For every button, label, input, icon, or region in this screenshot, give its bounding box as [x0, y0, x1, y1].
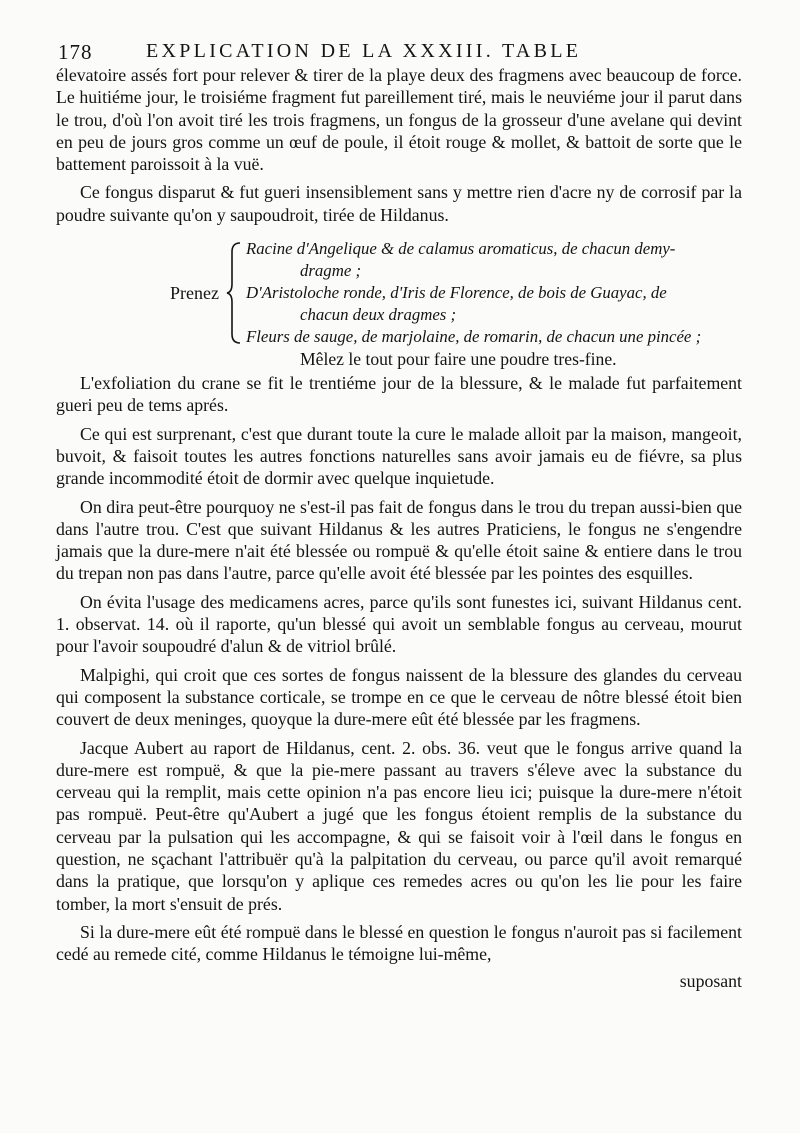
paragraph: Jacque Aubert au raport de Hildanus, cent. 2. obs. 36. veut que le fongus arrive quand la dure-mere est rompuë, & que la pie-mere passant au travers s'éleve avec la substance du cerveau qui la remplit, mais cette opinion n'a pas encore lieu ici; puisque la dure-mere n'étoit pas rompuë. Peut-être qu'Aubert a jugé que les fongus étoient remplis de la substance du cerveau par la pulsation qui les accompagne, & qui se faisoit voir à l'œil dans le fongus en question, ne sçachant l'attribuër qu'à la palpitation du cerveau, ou parce qu'il avoit remarqué dans la pratique, que lorsqu'on y aplique ces remedes acres ou qu'on les lie pour les faire tomber, la mort s'ensuit de prés. — [56, 737, 742, 914]
curly-brace-icon — [226, 242, 242, 344]
paragraph: On évita l'usage des medicamens acres, parce qu'ils sont funestes ici, suivant Hildanus cent. 1. observat. 14. où il raporte, qu'un blessé qui avoit un semblable fongus au cerveau, mourut pour l'avoir soupoudré d'alun & de vitriol brûlé. — [56, 591, 742, 657]
paragraph: Ce fongus disparut & fut gueri insensiblement sans y mettre rien d'acre ny de corrosif par la poudre suivante qu'on y saupoudroit, tirée de Hildanus. — [56, 182, 742, 225]
catchword: suposant — [679, 970, 742, 991]
recipe-line: D'Aristoloche ronde, d'Iris de Florence, de bois de Guayac, de — [246, 283, 667, 303]
page-body — [56, 64, 742, 992]
paragraph: Si la dure-mere eût été rompuë dans le blessé en question le fongus n'auroit pas si facilement cedé au remede cité, comme Hildanus le témoigne lui-même, — [56, 921, 742, 965]
recipe-instruction: Mêlez le tout pour faire une poudre tres-fine. — [300, 349, 617, 370]
recipe-line: Racine d'Angelique & de calamus aromaticus, de chacun demy- — [246, 239, 676, 259]
paragraph: On dira peut-être pourquoy ne s'est-il pas fait de fongus dans le trou du trepan aussi-bien que dans l'autre trou. C'est que suivant Hildanus & les autres Praticiens, le fongus ne s'engendre jamais que la dure-mere n'ait été blessée ou rompuë & qu'elle étoit saine & entiere dans le trou du trepan non pas dans l'autre, parce qu'elle avoit été blessée par les pointes des esquilles. — [56, 496, 742, 584]
paragraph: Malpighi, qui croit que ces sortes de fongus naissent de la blessure des glandes du cerveau qui composent la substance corticale, se trompe en ce que le cerveau de nôtre blessé étoit bien couvert de deux meninges, quoyque la dure-mere eût été blessée par les fragmens. — [56, 664, 742, 730]
page-number: 178 — [58, 40, 93, 64]
recipe-block — [56, 238, 742, 370]
recipe-prenez: Prenez — [170, 283, 219, 304]
paragraph: élevatoire assés fort pour relever & tirer de la playe deux des fragmens avec beaucoup de force. Le huitiéme jour, le troisiéme fragment fut pareillement tiré, mais le neuviéme jour il parut dans le trou, d'où l'on avoit tiré les trois fragmens, un fongus de la grosseur d'une avelane qui devint en peu de jours gros comme un œuf de poule, il étoit rouge & mollet, & battoit de sorte que le battement paroissoit à la vuë. — [56, 65, 742, 175]
recipe-line: Fleurs de sauge, de marjolaine, de romarin, de chacun une pincée ; — [246, 327, 702, 347]
running-title: EXPLICATION DE LA XXXIII. TABLE — [146, 40, 582, 62]
recipe-line: dragme ; — [300, 261, 362, 281]
paragraph: Ce qui est surprenant, c'est que durant toute la cure le malade alloit par la maison, mangeoit, buvoit, & faisoit toutes les autres fonctions naturelles sans avoir jamais eu de fiévre, sa plus grande incommodité étoit de dormir avec quelque inquietude. — [56, 423, 742, 489]
recipe-line: chacun deux dragmes ; — [300, 305, 457, 325]
paragraph: L'exfoliation du crane se fit le trentiéme jour de la blessure, & le malade fut parfaitement gueri peu de tems aprés. — [56, 373, 742, 416]
